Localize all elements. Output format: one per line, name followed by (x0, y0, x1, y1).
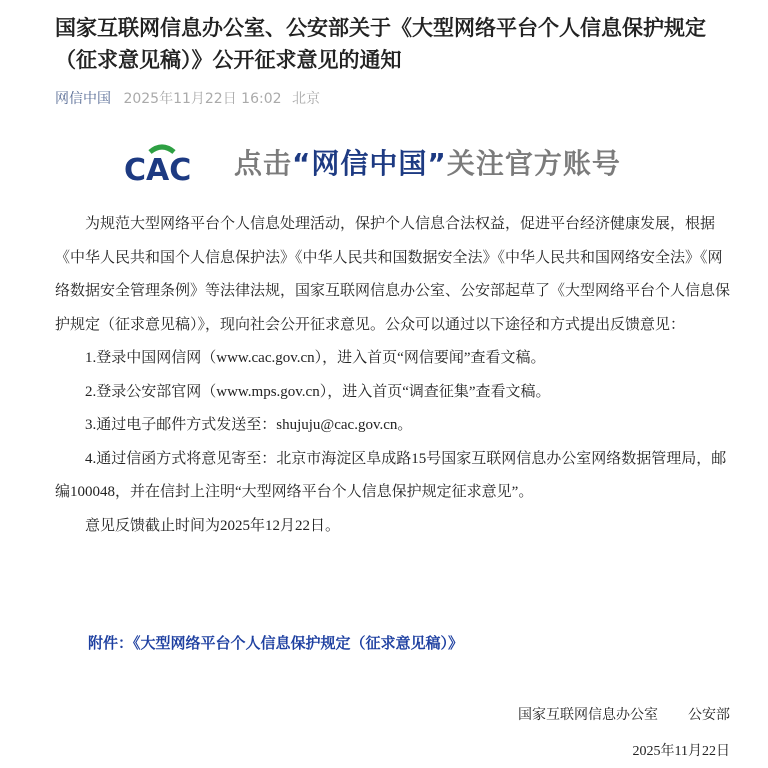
svg-text:CAC: CAC (124, 153, 192, 184)
paragraph: 为规范大型网络平台个人信息处理活动，保护个人信息合法权益，促进平台经济健康发展，根据《中华人民共和国个人信息保护法》《中华人民共和国数据安全法》《中华人民共和国网络安全法》《网络数据安全管理条例》等法律法规，国家互联网信息办公室、公安部起草了《大型网络平台个人信息保护规定（征求意见稿）》，现向社会公开征求意见。公众可以通过以下途径和方式提出反馈意见： (55, 216, 731, 333)
attachment-link[interactable]: 附件：《大型网络平台个人信息保护规定（征求意见稿）》 (88, 634, 464, 652)
article-body (55, 208, 733, 543)
paragraph: 2.登录公安部官网（www.mps.gov.cn），进入首页“调查征集”查看文稿。 (85, 383, 551, 400)
publish-datetime: 2025年11月22日 16:02 (123, 91, 282, 107)
publish-location: 北京 (291, 91, 320, 107)
paragraph: 1.登录中国网信网（www.cac.gov.cn），进入首页“网信要闻”查看文稿。 (85, 350, 546, 366)
banner-text-highlight: “网信中国” (292, 147, 447, 180)
paragraph: 意见反馈截止时间为2025年12月22日。 (85, 517, 341, 534)
signer: 公安部 (688, 707, 730, 723)
paragraph: 3.通过电子邮件方式发送至：shujuju@cac.gov.cn。 (85, 417, 413, 433)
banner-text (234, 142, 621, 182)
signer: 国家互联网信息办公室 (518, 707, 658, 723)
cac-logo-icon (122, 140, 212, 184)
article-meta (55, 88, 326, 108)
banner-text-pre: 点击 (234, 147, 293, 180)
source-link[interactable]: 网信中国 (55, 91, 111, 107)
signers (488, 704, 730, 724)
follow-banner[interactable] (122, 140, 621, 184)
article-title: 国家互联网信息办公室、公安部关于《大型网络平台个人信息保护规定（征求意见稿）》公开征求意见的通知 (55, 16, 706, 72)
paragraph: 4.通过信函方式将意见寄至：北京市海淀区阜成路15号国家互联网信息办公室网络数据管理局，邮编100048，并在信封上注明“大型网络平台个人信息保护规定征求意见”。 (55, 450, 727, 500)
banner-text-post: 关注官方账号 (446, 147, 621, 180)
sign-date: 2025年11月22日 (632, 744, 730, 759)
